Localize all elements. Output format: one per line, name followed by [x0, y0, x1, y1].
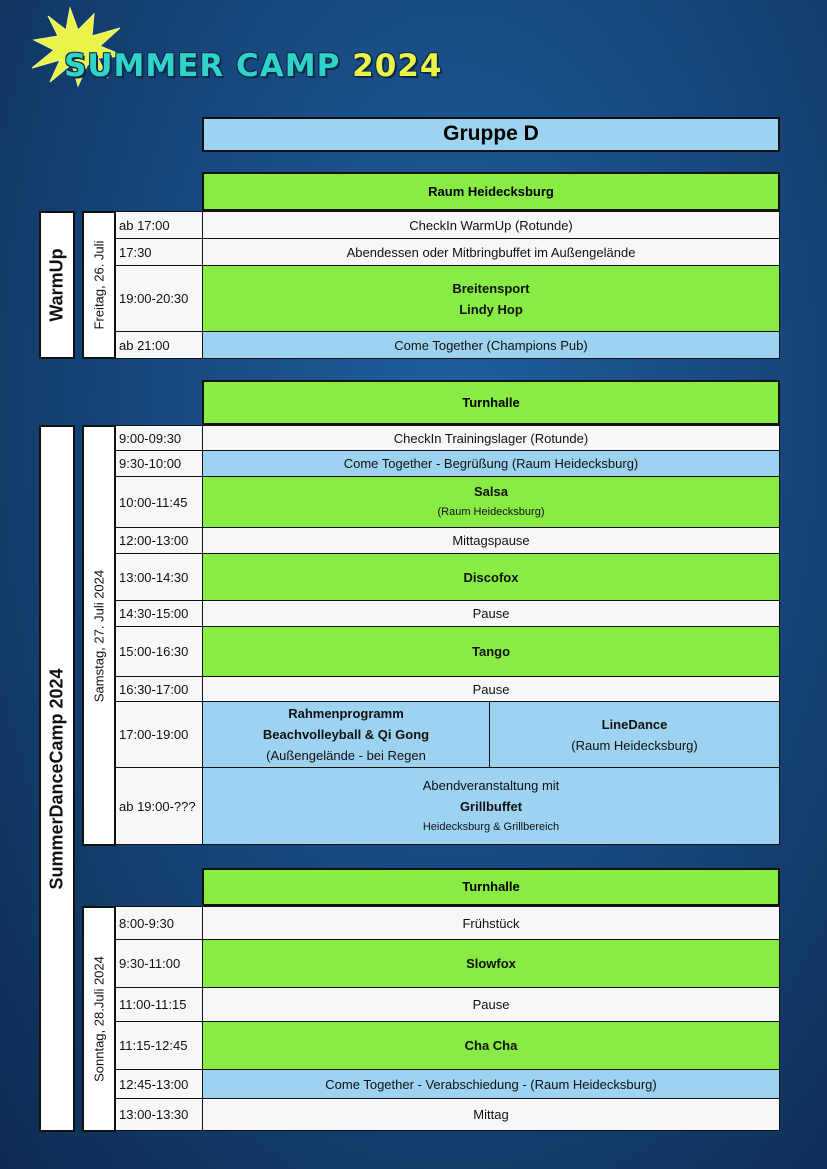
- event-cell: Abendessen oder Mitbringbuffet im Außengelände: [203, 239, 780, 266]
- event-cell: Pause: [203, 677, 780, 702]
- table-row: [116, 451, 780, 477]
- schedule-table-warmup: [115, 211, 780, 359]
- event-subtitle: Grillbuffet: [459, 798, 523, 814]
- table-row: [116, 554, 780, 601]
- table-row: [116, 907, 780, 940]
- event-cell: Pause: [203, 988, 780, 1022]
- table-row: [116, 477, 780, 528]
- schedule-table-sunday: [115, 906, 780, 1131]
- event-cell: CheckIn Trainingslager (Rotunde): [203, 426, 780, 451]
- time-cell: 10:00-11:45: [116, 477, 203, 528]
- table-row: [116, 702, 780, 768]
- table-row: [116, 332, 780, 359]
- title-year: 2024: [352, 48, 443, 84]
- event-cell-right: [490, 702, 780, 768]
- time-cell: ab 19:00-???: [116, 768, 203, 845]
- time-cell: 12:45-13:00: [116, 1070, 203, 1099]
- event-cell: Come Together - Begrüßung (Raum Heidecksburg): [203, 451, 780, 477]
- event-cell: Come Together (Champions Pub): [203, 332, 780, 359]
- event-cell: Come Together - Verabschiedung - (Raum Heidecksburg): [203, 1070, 780, 1099]
- table-row: [116, 212, 780, 239]
- event-cell: Cha Cha: [203, 1022, 780, 1070]
- event-cell: [203, 477, 780, 528]
- event-title: Breitensport: [452, 280, 530, 296]
- time-cell: 15:00-16:30: [116, 627, 203, 677]
- event-cell: Tango: [203, 627, 780, 677]
- schedule-table-saturday: [115, 425, 780, 845]
- time-cell: 9:30-10:00: [116, 451, 203, 477]
- time-cell: 8:00-9:30: [116, 907, 203, 940]
- time-cell: 12:00-13:00: [116, 528, 203, 554]
- time-cell: 17:30: [116, 239, 203, 266]
- room-header-saturday: Turnhalle: [202, 380, 780, 425]
- day-label-sunday: Sonntag, 28.Juli 2024: [82, 906, 116, 1132]
- day-label-friday: Freitag, 26. Juli: [82, 211, 116, 359]
- event-subtitle: (Raum Heidecksburg): [437, 506, 545, 518]
- table-row: [116, 1070, 780, 1099]
- event-title: LineDance: [601, 716, 668, 732]
- event-cell: Frühstück: [203, 907, 780, 940]
- time-cell: 11:00-11:15: [116, 988, 203, 1022]
- event-cell: Discofox: [203, 554, 780, 601]
- event-cell-left: [203, 702, 490, 768]
- group-header: Gruppe D: [202, 117, 780, 152]
- event-cell: [203, 768, 780, 845]
- table-row: [116, 528, 780, 554]
- table-row: [116, 601, 780, 627]
- event-note: (Außengelände - bei Regen: [266, 748, 426, 763]
- section-label-warmup: WarmUp: [39, 211, 75, 359]
- event-subtitle: Lindy Hop: [459, 301, 523, 317]
- camp-logo: [28, 6, 488, 88]
- table-row: [116, 768, 780, 845]
- room-header-sunday: Turnhalle: [202, 868, 780, 906]
- table-row: [116, 677, 780, 702]
- time-cell: 9:00-09:30: [116, 426, 203, 451]
- table-row: [116, 1022, 780, 1070]
- event-cell: Mittag: [203, 1099, 780, 1131]
- camp-title: [64, 48, 442, 84]
- time-cell: 13:00-13:30: [116, 1099, 203, 1131]
- event-cell: Pause: [203, 601, 780, 627]
- time-cell: 16:30-17:00: [116, 677, 203, 702]
- event-cell: CheckIn WarmUp (Rotunde): [203, 212, 780, 239]
- event-title: Salsa: [474, 484, 508, 499]
- table-row: [116, 940, 780, 988]
- time-cell: 19:00-20:30: [116, 266, 203, 332]
- event-subtitle: (Raum Heidecksburg): [571, 737, 698, 753]
- table-row: [116, 426, 780, 451]
- section-label-camp: SummerDanceCamp 2024: [39, 425, 75, 1132]
- day-label-saturday: Samstag, 27. Juli 2024: [82, 425, 116, 846]
- table-row: [116, 1099, 780, 1131]
- event-cell: Slowfox: [203, 940, 780, 988]
- event-subtitle: Beachvolleyball & Qi Gong: [262, 727, 430, 742]
- time-cell: 17:00-19:00: [116, 702, 203, 768]
- table-row: [116, 988, 780, 1022]
- room-header-warmup: Raum Heidecksburg: [202, 172, 780, 211]
- time-cell: 13:00-14:30: [116, 554, 203, 601]
- time-cell: 11:15-12:45: [116, 1022, 203, 1070]
- table-row: [116, 266, 780, 332]
- table-row: [116, 239, 780, 266]
- event-cell: [203, 266, 780, 332]
- time-cell: 14:30-15:00: [116, 601, 203, 627]
- time-cell: 9:30-11:00: [116, 940, 203, 988]
- event-cell: Mittagspause: [203, 528, 780, 554]
- event-title: Abendveranstaltung mit: [422, 777, 560, 793]
- event-note: Heidecksburg & Grillbereich: [422, 820, 560, 833]
- title-main: SUMMER CAMP: [64, 48, 341, 84]
- event-title: Rahmenprogramm: [288, 706, 404, 721]
- table-row: [116, 627, 780, 677]
- time-cell: ab 17:00: [116, 212, 203, 239]
- time-cell: ab 21:00: [116, 332, 203, 359]
